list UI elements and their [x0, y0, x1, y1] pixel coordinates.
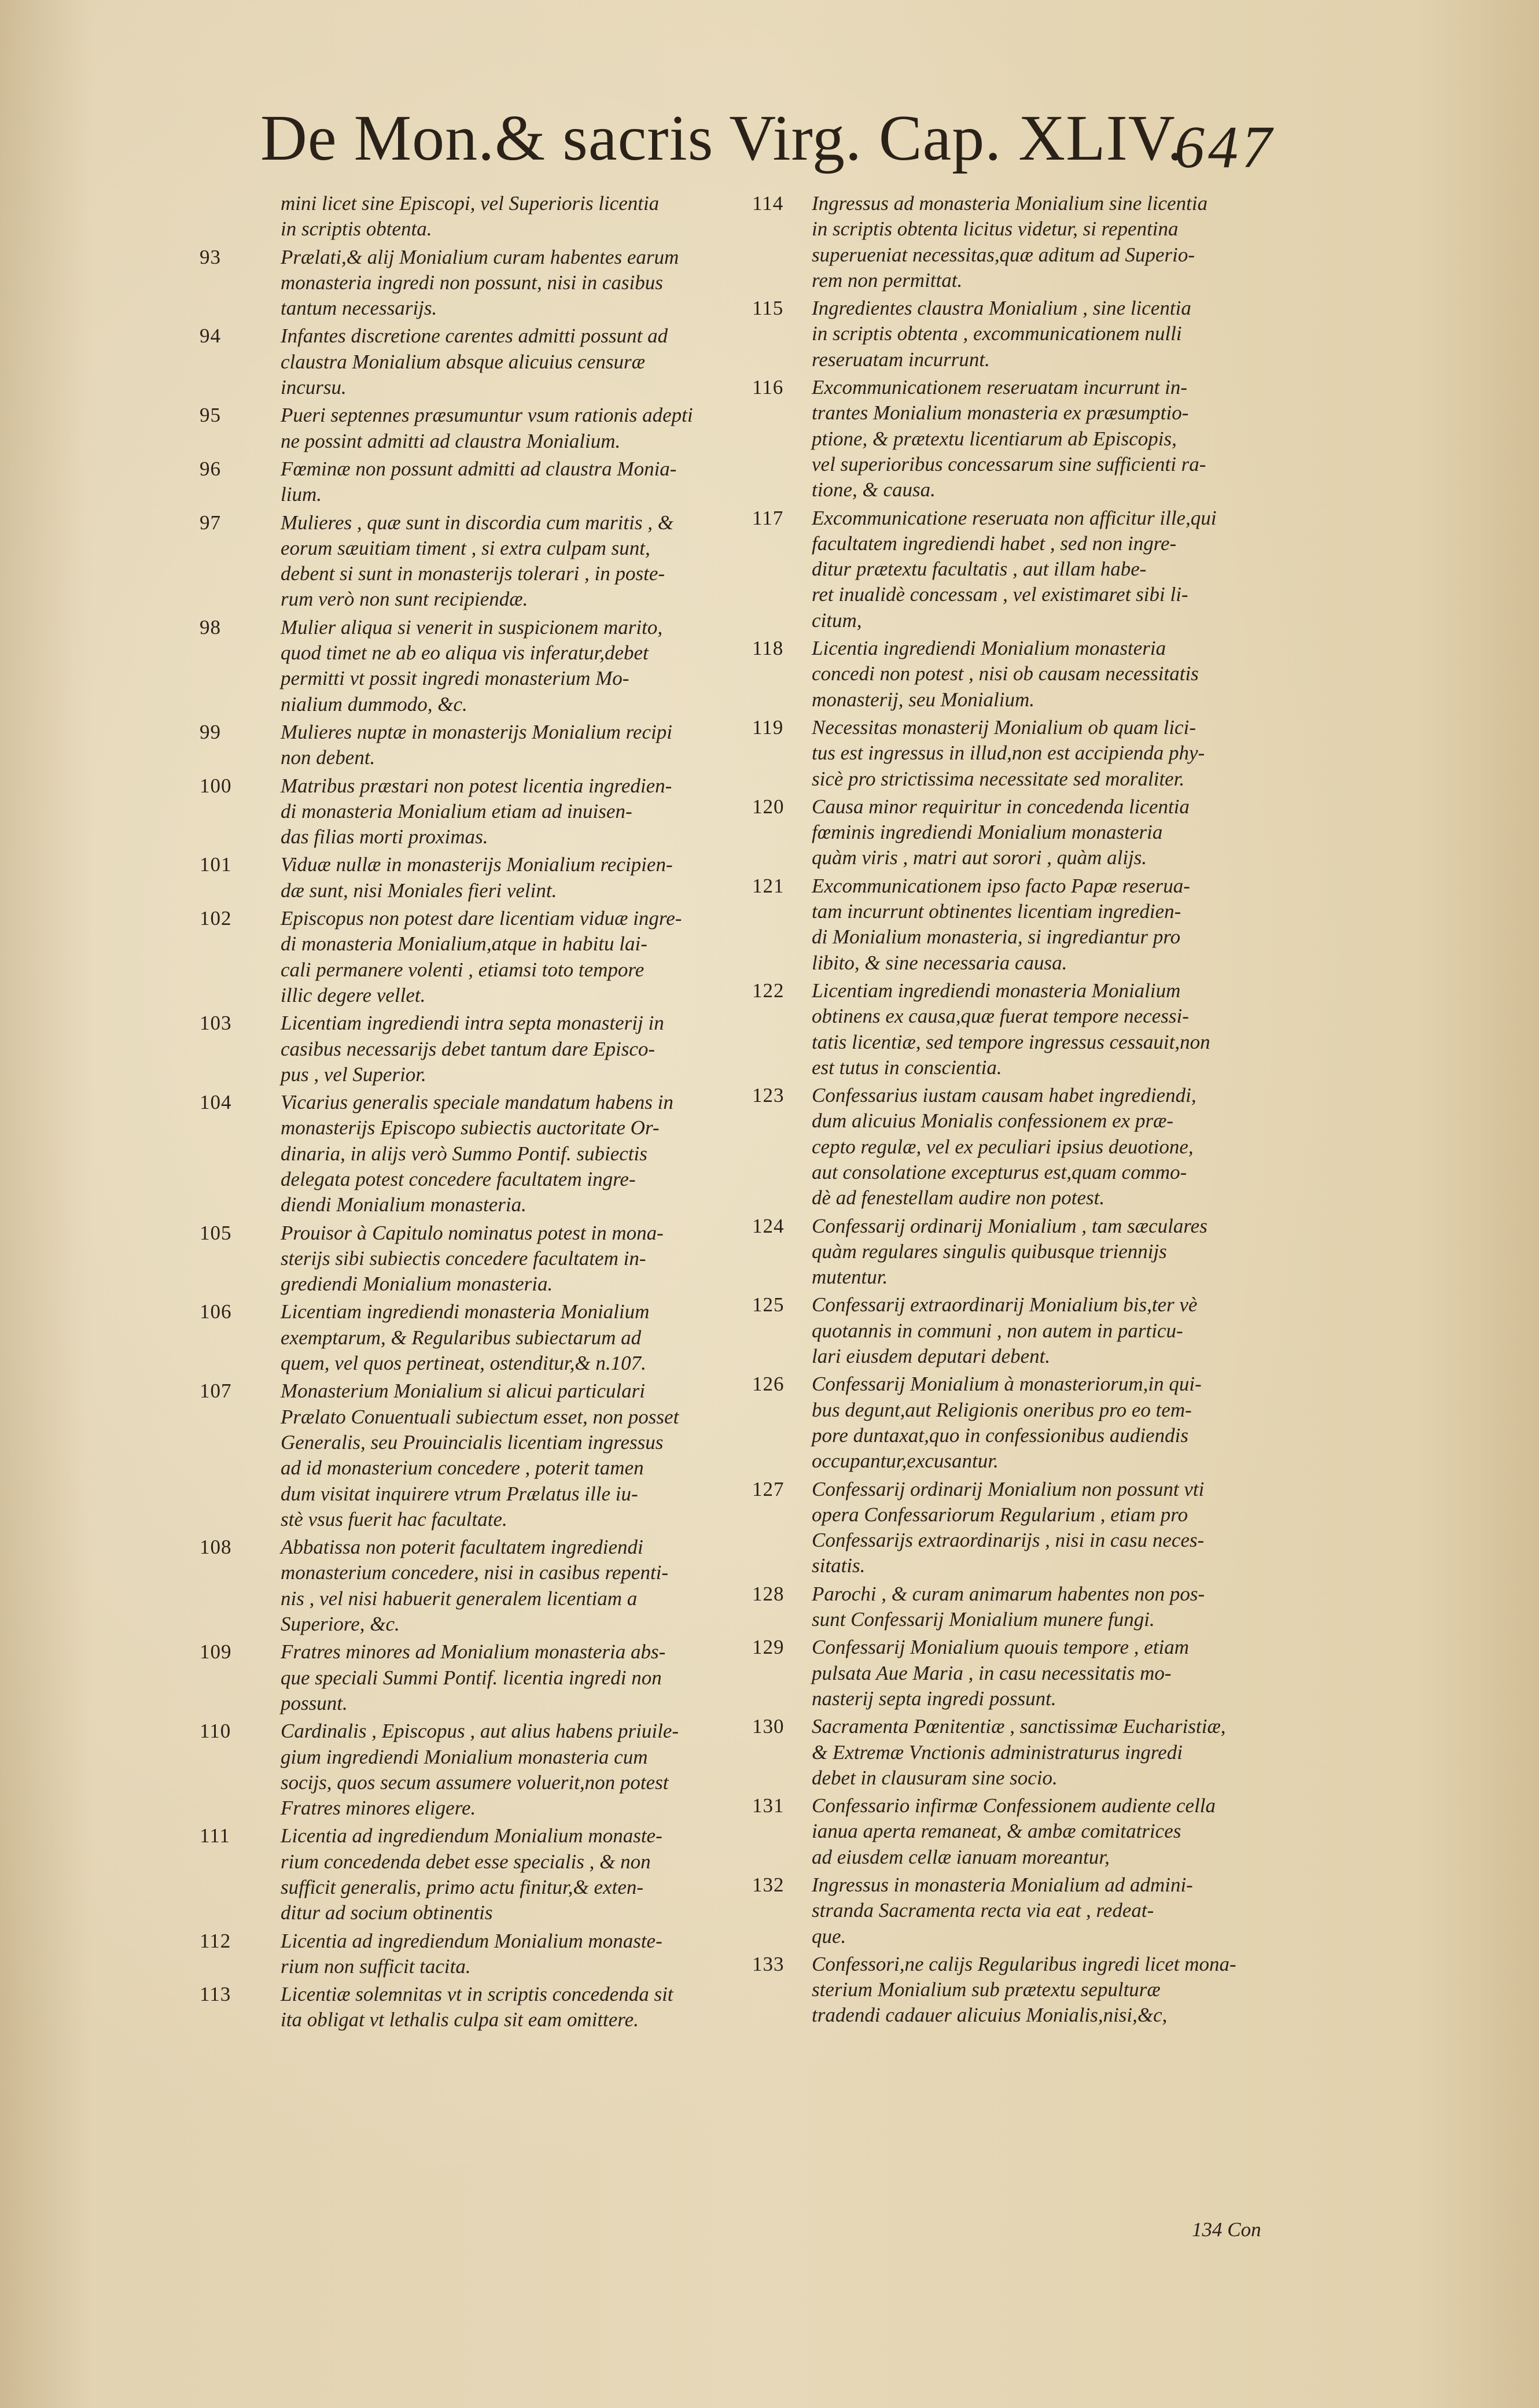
entry-text: [812, 1952, 1325, 2029]
entry-line: permitti vt possit ingredi monasterium Mo-: [281, 667, 629, 690]
entry-text: [281, 245, 749, 322]
index-entry: [200, 1639, 749, 1716]
entry-number: 99: [200, 720, 221, 743]
entry-number: 117: [752, 506, 784, 529]
index-entry: [200, 191, 749, 242]
entry-line: Generalis, seu Prouincialis licentiam ingressus: [281, 1430, 664, 1454]
entry-text: [281, 1719, 749, 1821]
index-entry: [752, 1581, 1325, 1633]
entry-line: quotannis in communi , non autem in particu-: [812, 1319, 1183, 1342]
entry-text: [281, 456, 749, 508]
entry-line: opera Confessariorum Regularium , etiam pro: [812, 1503, 1188, 1526]
index-entry: [752, 715, 1325, 792]
entry-line: Prælati,& alij Monialium curam habentes earum: [281, 245, 679, 268]
entry-line: Necessitas monasterij Monialium ob quam lici-: [812, 716, 1196, 739]
entry-text: [812, 1083, 1325, 1211]
entry-line: possunt.: [281, 1691, 348, 1714]
index-entry: [200, 1535, 749, 1637]
entry-line: nasterij septa ingredi possunt.: [812, 1687, 1056, 1710]
entry-line: illic degere vellet.: [281, 983, 426, 1006]
entry-text: [812, 1371, 1325, 1474]
entry-text: [281, 1011, 749, 1087]
index-entry: [752, 506, 1325, 633]
entry-line: Fratres minores ad Monialium monasteria abs-: [281, 1640, 666, 1664]
entry-line: debet in clausuram sine socio.: [812, 1766, 1058, 1789]
entry-line: que.: [812, 1924, 846, 1948]
entry-line: di monasteria Monialium etiam ad inuisen-: [281, 799, 632, 823]
entry-line: diendi Monialium monasteria.: [281, 1193, 526, 1216]
entry-line: quod timet ne ab eo aliqua vis inferatur,debet: [281, 641, 649, 665]
entry-line: tradendi cadauer alicuius Monialis,nisi,&c,: [812, 2004, 1168, 2027]
entry-line: dæ sunt, nisi Moniales fieri velint.: [281, 879, 557, 902]
entry-line: Matribus præstari non potest licentia ingredien-: [281, 774, 672, 797]
entry-line: di monasteria Monialium,atque in habitu lai-: [281, 932, 647, 956]
entry-line: in scriptis obtenta licitus videtur, si repentina: [812, 217, 1179, 241]
entry-line: Confessori,ne calijs Regularibus ingredi licet mona-: [812, 1952, 1236, 1975]
entry-line: ianua aperta remaneat, & ambæ comitatrices: [812, 1820, 1181, 1843]
entry-line: obtinens ex causa,quæ fuerat tempore necessi-: [812, 1005, 1189, 1028]
index-entry: [752, 1793, 1325, 1870]
entry-line: Viduæ nullæ in monasterijs Monialium recipien-: [281, 853, 673, 876]
entry-line: vel superioribus concessarum sine sufficienti ra-: [812, 452, 1206, 475]
index-entry: [200, 1719, 749, 1821]
index-entry: [200, 1378, 749, 1532]
entry-number: 115: [752, 297, 784, 320]
entry-line: sufficit generalis, primo actu finitur,& exten-: [281, 1876, 644, 1898]
entry-text: [812, 375, 1325, 503]
entry-number: 103: [200, 1012, 232, 1035]
entry-number: 93: [200, 245, 221, 268]
entry-line: ret inualidè concessam , vel existimaret sibi li-: [812, 583, 1188, 606]
entry-line: sitatis.: [812, 1554, 866, 1577]
entry-line: Abbatissa non poterit facultatem ingrediendi: [281, 1536, 643, 1559]
entry-line: libito, & sine necessaria causa.: [812, 951, 1067, 974]
entry-line: Fratres minores eligere.: [281, 1797, 476, 1820]
entry-line: trantes Monialium monasteria ex præsumptio-: [812, 401, 1189, 425]
entry-line: Confessarius iustam causam habet ingrediendi,: [812, 1084, 1196, 1107]
entry-number: 119: [752, 716, 784, 739]
entry-text: [812, 1581, 1325, 1633]
entry-text: [812, 715, 1325, 792]
entry-number: 111: [200, 1824, 230, 1848]
entry-line: Licentiam ingrediendi intra septa monasterij in: [281, 1012, 664, 1035]
entry-number: 126: [752, 1373, 785, 1396]
entry-text: [281, 1928, 749, 1980]
entry-line: gium ingrediendi Monialium monasteria cum: [281, 1745, 648, 1768]
entry-text: [812, 1714, 1325, 1791]
entry-line: in scriptis obtenta.: [281, 217, 432, 241]
entry-line: Licentia ad ingrediendum Monialium monaste-: [281, 1824, 662, 1848]
entry-line: sunt Confessarij Monialium munere fungi.: [812, 1608, 1155, 1631]
entry-number: 116: [752, 376, 784, 399]
index-entry: [752, 1083, 1325, 1211]
entry-line: pore duntaxat,quo in confessionibus audiendis: [812, 1424, 1189, 1447]
entry-line: ad eiusdem cellæ ianuam moreantur,: [812, 1845, 1110, 1868]
entry-number: 95: [200, 404, 221, 427]
entry-line: Superiore, &c.: [281, 1613, 400, 1636]
entry-line: Licentiam ingrediendi monasteria Monialium: [281, 1300, 650, 1323]
entry-number: 132: [752, 1874, 785, 1896]
entry-line: Licentia ingrediendi Monialium monasteria: [812, 637, 1166, 660]
entry-number: 128: [752, 1582, 785, 1605]
entry-line: Prouisor à Capitulo nominatus potest in mona-: [281, 1221, 664, 1244]
entry-line: rum verò non sunt recipiendæ.: [281, 588, 528, 611]
entry-line: Licentiam ingrediendi monasteria Monialium: [812, 979, 1181, 1002]
entry-number: 102: [200, 907, 232, 930]
entry-text: [812, 1635, 1325, 1712]
entry-line: Fœminæ non possunt admitti ad claustra Monia-: [281, 457, 677, 480]
entry-number: 107: [200, 1380, 232, 1403]
entry-number: [200, 191, 281, 242]
entry-text: [812, 636, 1325, 713]
entry-line: Infantes discretione carentes admitti possunt ad: [281, 324, 668, 348]
entry-text: [812, 1793, 1325, 1870]
entry-line: delegata potest concedere facultatem ingre-: [281, 1167, 636, 1190]
entry-line: mutentur.: [812, 1266, 888, 1289]
index-entry: [752, 1635, 1325, 1712]
entry-line: citum,: [812, 609, 862, 632]
entry-number: 121: [752, 874, 785, 897]
entry-number: 118: [752, 637, 784, 660]
entry-line: di Monialium monasteria, si ingrediantur pro: [812, 925, 1181, 949]
entry-line: Ingressus ad monasteria Monialium sine licentia: [812, 192, 1208, 215]
entry-number: 125: [752, 1293, 785, 1317]
entry-line: reseruatam incurrunt.: [812, 348, 990, 371]
entry-line: mini licet sine Episcopi, vel Superioris licentia: [281, 192, 660, 215]
entry-number: 94: [200, 324, 221, 348]
entry-line: pus , vel Superior.: [281, 1063, 426, 1086]
index-entry: [200, 1982, 749, 2033]
index-entry: [752, 1214, 1325, 1290]
index-entry: [752, 1477, 1325, 1579]
entry-number: 120: [752, 795, 785, 818]
entry-number: 113: [200, 1983, 231, 2006]
index-entry: [752, 873, 1325, 976]
entry-line: sterijs sibi subiectis concedere facultatem in-: [281, 1247, 646, 1270]
entry-line: monasterijs Episcopo subiectis auctoritate Or-: [281, 1116, 660, 1140]
entry-line: ptione, & prætextu licentiarum ab Episcopis,: [812, 427, 1177, 450]
entry-line: debent si sunt in monasterijs tolerari , in poste-: [281, 562, 665, 585]
entry-number: 114: [752, 192, 784, 215]
entry-line: Ingressus in monasteria Monialium ad admini-: [812, 1874, 1193, 1896]
entry-text: [812, 506, 1325, 633]
index-entry: [200, 852, 749, 904]
entry-text: [281, 1378, 749, 1532]
entry-number: 106: [200, 1300, 232, 1323]
entry-line: cali permanere volenti , etiamsi toto tempore: [281, 958, 645, 981]
entry-line: Vicarius generalis speciale mandatum habens in: [281, 1091, 673, 1114]
entry-text: [281, 615, 749, 717]
entry-line: occupantur,excusantur.: [812, 1450, 999, 1473]
entry-line: Confessario infirmæ Confessionem audiente cella: [812, 1794, 1216, 1817]
index-entry: [200, 1299, 749, 1376]
index-entry: [200, 456, 749, 508]
entry-line: das filias morti proximas.: [281, 825, 488, 849]
entry-line: superueniat necessitas,quæ aditum ad Superio-: [812, 243, 1195, 266]
entry-line: tione, & causa.: [812, 478, 936, 501]
entry-text: [812, 1214, 1325, 1290]
entry-text: [812, 296, 1325, 373]
entry-line: claustra Monialium absque alicuius censuræ: [281, 350, 645, 373]
entry-line: rium concedenda debet esse specialis , & non: [281, 1850, 651, 1873]
index-entry: [200, 510, 749, 613]
entry-line: cepto regulæ, vel ex peculiari ipsius deuotione,: [812, 1135, 1194, 1158]
entry-line: que speciali Summi Pontif. licentia ingredi non: [281, 1666, 662, 1689]
entry-text: [281, 403, 749, 454]
entry-text: [281, 510, 749, 613]
entry-text: [281, 1982, 749, 2033]
index-entry: [752, 1952, 1325, 2029]
entry-text: [281, 1823, 749, 1926]
entry-line: ditur prætextu facultatis , aut illam habe-: [812, 558, 1147, 581]
entry-line: rem non permittat.: [812, 268, 963, 292]
entry-text: [812, 1477, 1325, 1579]
entry-line: est tutus in conscientia.: [812, 1056, 1002, 1079]
entry-line: & Extremæ Vnctionis administraturus ingredi: [812, 1740, 1183, 1764]
entry-number: 112: [200, 1929, 231, 1952]
index-entry: [752, 296, 1325, 373]
index-entry: [752, 191, 1325, 293]
index-entry: [752, 1872, 1325, 1949]
entry-line: Confessarij ordinarij Monialium non possunt vti: [812, 1477, 1205, 1500]
entry-line: fœminis ingrediendi Monialium monasteria: [812, 821, 1163, 844]
index-entry: [200, 615, 749, 717]
entry-line: casibus necessarijs debet tantum dare Episco-: [281, 1037, 656, 1060]
entry-line: rium non sufficit tacita.: [281, 1955, 471, 1978]
entry-line: Pueri septennes præsumuntur vsum rationis adepti: [281, 404, 693, 427]
index-entry: [200, 1011, 749, 1087]
entry-number: 108: [200, 1536, 232, 1559]
entry-number: 105: [200, 1221, 232, 1244]
right-column: [752, 191, 1325, 2031]
index-entry: [200, 323, 749, 400]
entry-line: Sacramenta Pœnitentiæ , sanctissimæ Eucharistiæ,: [812, 1715, 1226, 1738]
entry-text: [281, 323, 749, 400]
entry-line: Ingredientes claustra Monialium , sine licentia: [812, 297, 1191, 320]
entry-line: monasteria ingredi non possunt, nisi in casibus: [281, 271, 663, 294]
entry-line: Excommunicationem reseruatam incurrunt in-: [812, 376, 1188, 399]
index-entry: [200, 1928, 749, 1980]
entry-line: Confessarij Monialium à monasteriorum,in qui-: [812, 1373, 1202, 1396]
entry-line: monasterij, seu Monialium.: [812, 688, 1034, 711]
entry-text: [281, 1220, 749, 1297]
entry-line: in scriptis obtenta , excommunicationem nulli: [812, 322, 1182, 345]
entry-line: dinaria, in alijs verò Summo Pontif. subiectis: [281, 1142, 647, 1165]
entry-text: [281, 852, 749, 904]
entry-number: 97: [200, 511, 221, 534]
entry-line: Monasterium Monialium si alicui particulari: [281, 1380, 645, 1403]
entry-line: socijs, quos secum assumere voluerit,non potest: [281, 1771, 669, 1794]
entry-line: tatis licentiæ, sed tempore ingressus cessauit,non: [812, 1030, 1210, 1053]
entry-text: [281, 906, 749, 1008]
entry-text: [281, 1535, 749, 1637]
page-title: De Mon.& sacris Virg. Cap. XLIV.: [260, 102, 1184, 174]
entry-line: tus est ingressus in illud,non est accipienda phy-: [812, 742, 1205, 765]
index-entry: [200, 403, 749, 454]
entry-line: stè vsus fuerit hac facultate.: [281, 1507, 507, 1531]
entry-text: [812, 191, 1325, 293]
entry-line: monasterium concedere, nisi in casibus repenti-: [281, 1561, 669, 1584]
entry-line: bus degunt,aut Religionis oneribus pro eo tem-: [812, 1398, 1192, 1421]
entry-line: incursu.: [281, 376, 347, 399]
entry-line: ita obligat vt lethalis culpa sit eam omittere.: [281, 2008, 639, 2031]
index-entry: [200, 1823, 749, 1926]
entry-line: Episcopus non potest dare licentiam viduæ ingre-: [281, 907, 682, 930]
entry-number: 101: [200, 853, 232, 876]
entry-text: [281, 1299, 749, 1376]
entry-line: Confessarij ordinarij Monialium , tam sæculares: [812, 1214, 1207, 1237]
entry-line: Confessarijs extraordinarijs , nisi in casu neces-: [812, 1529, 1205, 1552]
entry-text: [812, 1872, 1325, 1949]
entry-line: Cardinalis , Episcopus , aut alius habens priuile-: [281, 1720, 679, 1743]
entry-line: concedi non potest , nisi ob causam necessitatis: [812, 662, 1199, 685]
entry-text: [812, 794, 1325, 871]
entry-number: 129: [752, 1636, 785, 1659]
entry-number: 109: [200, 1640, 232, 1664]
page-number: 647: [1174, 114, 1275, 180]
entry-number: 124: [752, 1214, 785, 1237]
entry-number: 110: [200, 1720, 231, 1743]
entry-line: dum alicuius Monialis confessionem ex præ-: [812, 1109, 1174, 1133]
entry-line: lium.: [281, 483, 322, 506]
entry-line: ne possint admitti ad claustra Monialium.: [281, 429, 621, 452]
entry-line: pulsata Aue Maria , in casu necessitatis mo-: [812, 1661, 1172, 1684]
entry-line: Mulieres nuptæ in monasterijs Monialium recipi: [281, 720, 672, 743]
entry-line: lari eiusdem deputari debent.: [812, 1345, 1051, 1368]
entry-line: Confessarij extraordinarij Monialium bis,ter vè: [812, 1293, 1198, 1317]
index-entry: [752, 794, 1325, 871]
entry-line: Parochi , & curam animarum habentes non pos-: [812, 1582, 1205, 1605]
entry-line: eorum sæuitiam timent , si extra culpam sunt,: [281, 536, 650, 559]
index-entry: [752, 636, 1325, 713]
entry-number: 96: [200, 457, 221, 480]
entry-line: ditur ad socium obtinentis: [281, 1901, 493, 1924]
entry-text: [281, 1639, 749, 1716]
index-entry: [200, 245, 749, 322]
entry-line: nialium dummodo, &c.: [281, 692, 467, 716]
index-entry: [200, 906, 749, 1008]
index-entry: [752, 1371, 1325, 1474]
entry-number: 133: [752, 1952, 785, 1975]
entry-line: quem, vel quos pertineat, ostenditur,& n.107.: [281, 1352, 646, 1375]
entry-line: aut consolatione excepturus est,quam commo-: [812, 1160, 1187, 1183]
index-entry: [200, 773, 749, 850]
entry-text: [812, 873, 1325, 976]
entry-line: sicè pro strictissima necessitate sed moraliter.: [812, 767, 1185, 790]
entry-number: 98: [200, 615, 221, 639]
entry-line: sterium Monialium sub prætextu sepulturæ: [812, 1978, 1161, 2001]
entry-text: [281, 1090, 749, 1218]
entry-number: 130: [752, 1715, 785, 1738]
index-entry: [752, 1292, 1325, 1369]
entry-line: Prælato Conuentuali subiectum esset, non posset: [281, 1405, 679, 1428]
entry-line: Causa minor requiritur in concedenda licentia: [812, 795, 1190, 818]
index-entry: [200, 720, 749, 771]
index-entry: [752, 375, 1325, 503]
entry-number: 123: [752, 1084, 785, 1107]
index-entry: [752, 978, 1325, 1081]
entry-number: 127: [752, 1477, 785, 1500]
entry-text: [281, 720, 749, 771]
entry-text: [812, 1292, 1325, 1369]
entry-line: dum visitat inquirere vtrum Prælatus ille iu-: [281, 1482, 638, 1505]
entry-line: grediendi Monialium monasteria.: [281, 1273, 553, 1296]
entry-line: Excommunicatione reseruata non afficitur ille,qui: [812, 506, 1217, 529]
entry-line: Confessarij Monialium quouis tempore , etiam: [812, 1636, 1190, 1659]
entry-line: Mulieres , quæ sunt in discordia cum maritis , &: [281, 511, 673, 534]
left-column: [200, 191, 749, 2035]
entry-text: [812, 978, 1325, 1081]
entry-line: dè ad fenestellam audire non potest.: [812, 1186, 1105, 1209]
catchword: 134 Con: [1192, 2218, 1261, 2241]
entry-text: [281, 773, 749, 850]
entry-line: quàm regulares singulis quibusque triennijs: [812, 1240, 1167, 1263]
entry-line: ad id monasterium concedere , poterit tamen: [281, 1456, 644, 1480]
entry-line: quàm viris , matri aut sorori , quàm alijs.: [812, 846, 1147, 869]
entry-line: exemptarum, & Regularibus subiectarum ad: [281, 1326, 642, 1349]
entry-line: tam incurrunt obtinentes licentiam ingredien-: [812, 900, 1181, 923]
running-header: [260, 101, 1302, 188]
entry-line: Licentia ad ingrediendum Monialium monaste-: [281, 1929, 662, 1952]
entry-number: 100: [200, 774, 232, 797]
entry-text: [281, 191, 749, 242]
index-entry: [200, 1090, 749, 1218]
index-entry: [200, 1220, 749, 1297]
entry-line: Licentiæ solemnitas vt in scriptis concedenda sit: [281, 1983, 673, 2006]
entry-line: Excommunicationem ipso facto Papæ reserua-: [812, 874, 1190, 897]
entry-number: 104: [200, 1091, 232, 1114]
index-entry: [752, 1714, 1325, 1791]
entry-number: 122: [752, 979, 785, 1002]
entry-line: facultatem ingrediendi habet , sed non ingre-: [812, 532, 1177, 555]
entry-line: stranda Sacramenta recta via eat , redeat-: [812, 1899, 1154, 1922]
entry-number: 131: [752, 1794, 785, 1817]
entry-line: tantum necessarijs.: [281, 297, 437, 320]
entry-line: non debent.: [281, 746, 375, 769]
entry-line: Mulier aliqua si venerit in suspicionem marito,: [281, 615, 663, 639]
entry-line: nis , vel nisi habuerit generalem licentiam a: [281, 1587, 638, 1610]
